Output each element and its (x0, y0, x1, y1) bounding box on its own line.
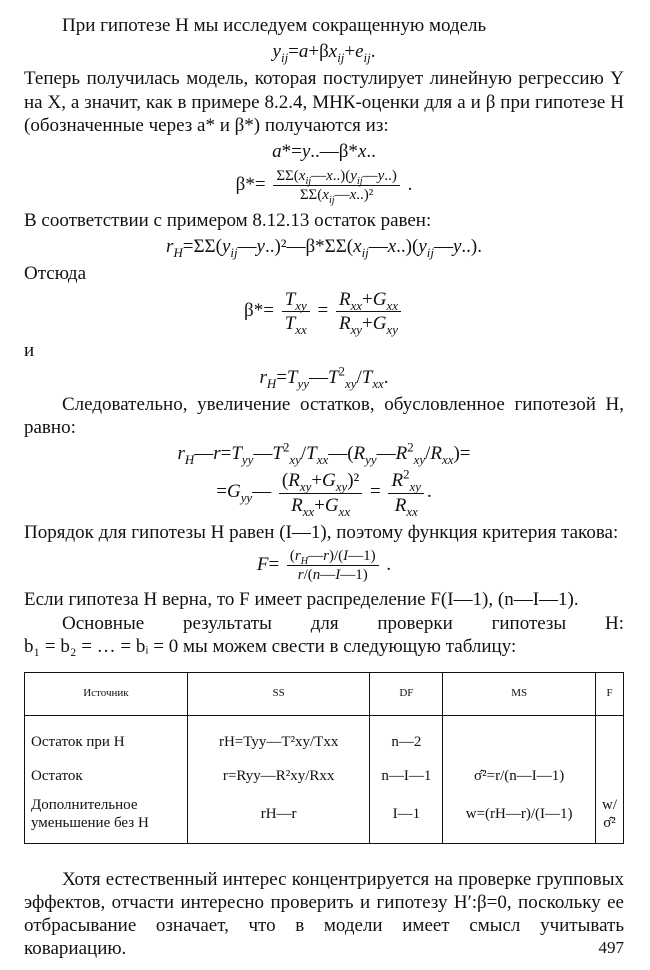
cell-ms: w=(rH—r)/(I—1) (443, 793, 596, 843)
equation-increase-2: $=G_{yy}—$ $\frac{(R_{xy}+G_{xy})^2}{R_{xx}+G_{xx}}$ = $\frac{R^2_{xy}}{R_{xx}}$ . (216, 467, 432, 519)
paragraph-6: Следовательно, увеличение остатков, обусловленное гипотезой H, равно: (24, 393, 624, 438)
cell-source: Остаток при H (25, 715, 188, 759)
cell-ss: rH=Tyy—T²xy/Txx (187, 715, 370, 759)
header-ms: MS (443, 672, 596, 715)
header-df: DF (370, 672, 443, 715)
header-ss: SS (187, 672, 370, 715)
equation-beta-star: β*= $\frac{\Sigma\Sigma(x_{ij}—x..)(y_{ij}—y..)}{\Sigma\Sigma(x_{ij}—x..)^2}$ . (235, 168, 413, 207)
cell-f (596, 715, 624, 759)
results-table (24, 672, 624, 844)
paragraph-3: В соответствии с примером 8.12.13 остаток равен: (24, 209, 432, 231)
table-header-row (25, 672, 624, 715)
paragraph-10: Хотя естественный интерес концентрируется на проверке групповых эффектов, отчасти интересно проверить и гипотезу H′:β=0, поскольку ее отбрасывание означает, что в модели имеет смысл учитывать ковариацию. (24, 868, 624, 960)
cell-df: I—1 (370, 793, 443, 843)
header-f: F (596, 672, 624, 715)
header-source: Источник (25, 672, 188, 715)
paragraph-9b: b₁ = b₂ = … = bᵢ = 0 мы можем свести в следующую таблицу: (24, 635, 517, 657)
equation-increase-1: $r_H—r=T_{yy}—T^2_{xy}/T_{xx}—(R_{yy}—R^2_{xy}/R_{xx})=$ (177, 439, 471, 467)
table-row (25, 759, 624, 793)
equation-reduced-model: $y_{ij}=a+\beta x_{ij}+e_{ij}$. (272, 41, 376, 65)
paragraph-5: и (24, 340, 35, 362)
cell-ss: rH—r (187, 793, 370, 843)
cell-source: Дополнительное уменьшение без H (25, 793, 188, 843)
paragraph-7: Порядок для гипотезы H равен (I—1), поэтому функция критерия такова: (24, 521, 619, 543)
table-row (25, 793, 624, 843)
equation-a-star: a*=y..—β*x.. (272, 140, 376, 162)
equation-f-statistic: F= $\frac{(r_H—r)/(I—1)}{r/(n—I—1)}$ . (256, 547, 392, 584)
cell-f (596, 759, 624, 793)
paragraph-2: Теперь получилась модель, которая постулирует линейную регрессию Y на X, а значит, как в примере 8.2.4, МНК-оценки для a и β при гипотезе H (обозначенные через a* и β*) получаются из: (24, 68, 624, 136)
cell-df: n—I—1 (370, 759, 443, 793)
equation-beta-ratio: β*= $\frac{T_{xy}}{T_{xx}}$ = $\frac{R_{xx}+G_{xx}}{R_{xy}+G_{xy}}$ (24, 288, 624, 335)
cell-source: Остаток (25, 759, 188, 793)
equation-rh: $r_H=T_{yy}—T^2_{xy}/T_{xx}$. (259, 363, 389, 391)
cell-f: w/σ̂² (596, 793, 624, 843)
cell-ms: σ̂²=r/(n—I—1) (443, 759, 596, 793)
page (24, 14, 624, 960)
paragraph-9a: Основные результаты для проверки гипотезы H: (62, 612, 624, 634)
paragraph-4: Отсюда (24, 262, 87, 284)
paragraph-8: Если гипотеза H верна, то F имеет распределение F(I—1), (n—I—1). (24, 589, 579, 611)
cell-ms (443, 715, 596, 759)
equation-residual-h: $r_H=\Sigma\Sigma(y_{ij}—y..)^2—\beta*\Sigma\Sigma(x_{ij}—x..)(y_{ij}—y..)$. (166, 235, 482, 260)
paragraph-1: При гипотезе H мы исследуем сокращенную модель (62, 15, 487, 36)
page-number: 497 (598, 938, 624, 957)
table-row (25, 715, 624, 759)
cell-ss: r=Ryy—R²xy/Rxx (187, 759, 370, 793)
cell-df: n—2 (370, 715, 443, 759)
